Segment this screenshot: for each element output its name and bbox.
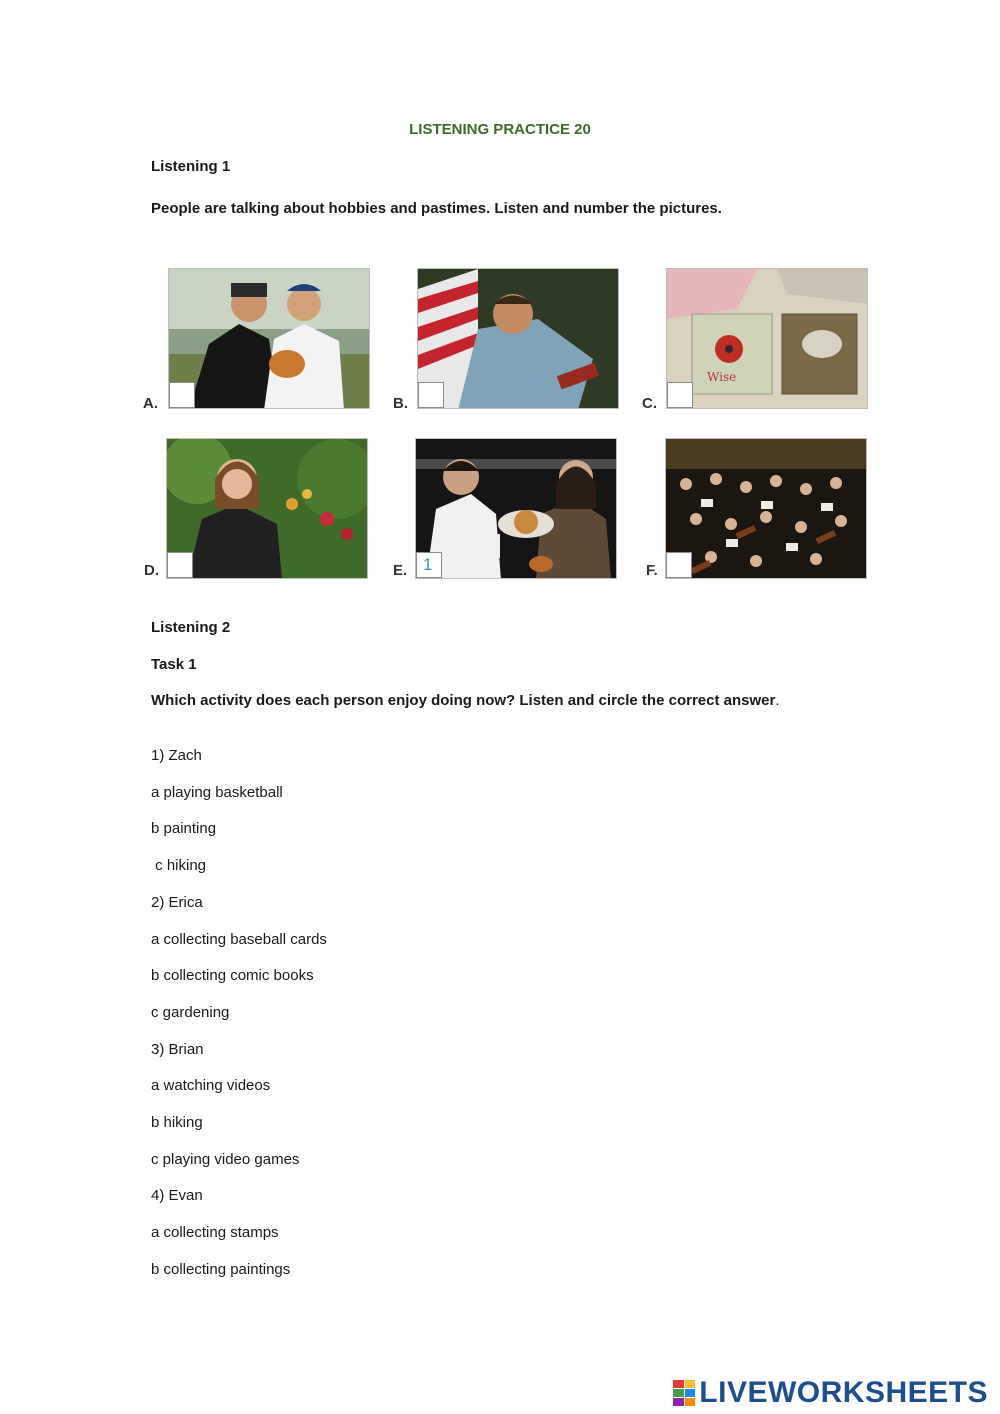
list-item[interactable]: b hiking <box>151 1114 203 1131</box>
answer-box-b[interactable] <box>418 382 444 408</box>
answer-box-a[interactable] <box>169 382 195 408</box>
logo-square <box>673 1389 684 1397</box>
logo-square <box>685 1389 696 1397</box>
picture-f <box>665 438 867 579</box>
list-item[interactable]: c hiking <box>151 857 207 875</box>
orchestra-photo-icon <box>666 439 867 579</box>
man-reading-hammock-photo-icon <box>418 269 619 409</box>
logo-square <box>685 1380 696 1388</box>
picture-letter-a: A. <box>143 395 158 412</box>
stamps-collection-photo-icon <box>667 269 868 409</box>
logo-square <box>685 1398 696 1406</box>
list-item[interactable]: b collecting comic books <box>151 967 314 985</box>
picture-letter-f: F. <box>646 562 658 579</box>
picture-b <box>417 268 619 409</box>
picture-letter-d: D. <box>144 562 159 579</box>
answer-box-d[interactable] <box>167 552 193 578</box>
listening1-instruction: People are talking about hobbies and pastimes. Listen and number the pictures. <box>151 200 722 217</box>
answer-box-e[interactable]: 1 <box>416 552 442 578</box>
list-item[interactable]: a collecting stamps <box>151 1224 279 1242</box>
listening2-heading: Listening 2 <box>151 619 231 636</box>
page-title: LISTENING PRACTICE 20 <box>409 121 591 138</box>
answer-box-c[interactable] <box>667 382 693 408</box>
picture-d <box>166 438 368 579</box>
liveworksheets-logo-icon <box>673 1380 695 1406</box>
couple-eating-pizza-photo-icon <box>416 439 617 579</box>
list-item[interactable]: c playing video games <box>151 1150 300 1168</box>
listening2-instruction <box>151 692 780 709</box>
picture-e <box>415 438 617 579</box>
list-item[interactable]: 1) Zach <box>151 747 202 764</box>
svg-text:Wise: Wise <box>707 370 737 384</box>
list-item[interactable]: a watching videos <box>151 1077 271 1095</box>
task-heading: Task 1 <box>151 656 197 673</box>
list-item[interactable]: 4) Evan <box>151 1187 203 1205</box>
picture-letter-c: C. <box>642 395 657 412</box>
picture-letter-b: B. <box>393 395 408 412</box>
instruction-text: Which activity does each person enjoy doing now? Listen and circle the correct answer <box>151 692 776 709</box>
logo-square <box>673 1380 684 1388</box>
picture-letter-e: E. <box>393 562 408 579</box>
woman-gardening-photo-icon <box>167 439 368 579</box>
list-item[interactable]: a playing basketball <box>151 783 283 801</box>
liveworksheets-brand <box>673 1376 988 1410</box>
list-item[interactable]: 3) Brian <box>151 1040 204 1058</box>
baseball-friends-photo-icon <box>169 269 370 409</box>
list-item[interactable]: 2) Erica <box>151 893 203 911</box>
listening1-heading: Listening 1 <box>151 158 231 175</box>
list-item[interactable]: c gardening <box>151 1003 230 1021</box>
picture-c <box>666 268 868 409</box>
list-item[interactable]: b collecting paintings <box>151 1260 291 1278</box>
answer-box-f[interactable] <box>666 552 692 578</box>
logo-square <box>673 1398 684 1406</box>
picture-a <box>168 268 370 409</box>
brand-name: LIVEWORKSHEETS <box>699 1376 988 1409</box>
list-item[interactable]: a collecting baseball cards <box>151 930 327 948</box>
list-item[interactable]: b painting <box>151 820 217 838</box>
instruction-period: . <box>775 692 780 709</box>
